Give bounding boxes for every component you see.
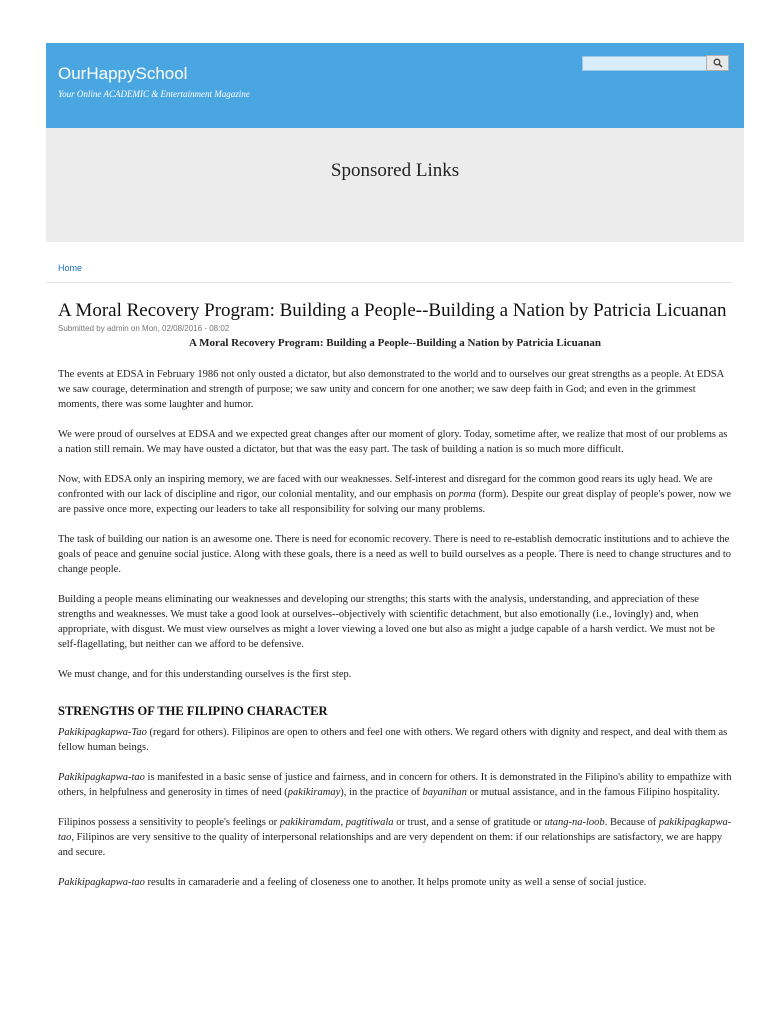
emphasis: Pakikipagkapwa-tao (58, 772, 145, 783)
paragraph: We must change, and for this understanding ourselves is the first step. (58, 669, 352, 680)
paragraph (58, 815, 732, 860)
paragraph: We were proud of ourselves at EDSA and we expected great changes after our moment of glory. Today, sometime after, we realize that most of our problems as a nation still remain. We may have ousted a dictator, but that was the easy part. The task of building a nation is so much more difficult. (58, 429, 728, 455)
emphasis: utang-na-loob (544, 817, 605, 828)
emphasis: porma (448, 489, 476, 500)
emphasis: Pakikipagkapwa-tao (58, 877, 145, 888)
search-icon (713, 58, 723, 68)
text-span: ), in the practice of (340, 787, 423, 798)
search-button[interactable] (706, 55, 729, 71)
text-span: . Because of (604, 817, 659, 828)
sponsored-links-block (46, 128, 744, 242)
paragraph (58, 770, 732, 800)
emphasis: Pakikipagkapwa-Tao (58, 727, 147, 738)
article-heading: A Moral Recovery Program: Building a People--Building a Nation by Patricia Licuanan (189, 337, 601, 349)
paragraph: Building a people means eliminating our weaknesses and developing our strengths; this starts with the analysis, understanding, and appreciation of these strengths and weaknesses. We must take a good look at ourselves--objectively with scientific detachment, but also emotionally (i.e., lovingly) and, when appropriate, with disgust. We must view ourselves as might a lover viewing a loved one but also as might a judge capable of a harsh verdict. We must not be self-flagellating, but neither can we afford to be defensive. (58, 594, 715, 650)
text-span: (regard for others). Filipinos are open to others and feel one with others. We regard others with dignity and respect, and deal with them as fellow human beings. (58, 727, 728, 753)
text-span: (form). Despite our great display of people's power, now we are passive once more, expecting our leaders to take all responsibility for solving our many problems. (58, 489, 732, 515)
emphasis: pakikipagkapwa-tao (58, 817, 732, 843)
paragraph: The task of building our nation is an awesome one. There is need for economic recovery. There is need to re-establish democratic institutions and to achieve the goals of peace and genuine social justice. Along with these goals, there is a need as well to build ourselves as a people. There is need to change structures and to change people. (58, 534, 732, 575)
paragraph (58, 875, 732, 890)
text-span: , Filipinos are very sensitive to the quality of interpersonal relationships and are very dependent on them: if our relationships are satisfactory, we are happy and secure. (58, 832, 723, 858)
site-name-link[interactable]: OurHappySchool (58, 64, 188, 83)
article (46, 301, 744, 890)
sponsored-links-label: Sponsored Links (330, 160, 460, 181)
emphasis: pakikiramdam, pagtitiwala (279, 817, 394, 828)
submitted-info: Submitted by admin on Mon, 02/08/2016 - 08:02 (58, 324, 230, 333)
text-span: is manifested in a basic sense of justice and fairness, and in concern for others. It is demonstrated in the Filipino's ability to empathize with others, in helpfulness and generosity in times of need ( (58, 772, 732, 798)
text-span: Filipinos possess a sensitivity to people's feelings or (58, 817, 280, 828)
page-title: A Moral Recovery Program: Building a People--Building a Nation by Patricia Licuanan (58, 300, 727, 321)
emphasis: pakikiramay (287, 787, 341, 798)
text-span: results in camaraderie and a feeling of closeness one to another. It helps promote unity as well a sense of social justice. (144, 877, 647, 888)
emphasis: bayanihan (422, 787, 467, 798)
paragraph (58, 472, 732, 517)
paragraph: The events at EDSA in February 1986 not only ousted a dictator, but also demonstrated to the world and to ourselves our great strengths as a people. At EDSA we saw courage, determination and strength of purpose; we saw unity and concern for one another; we saw deep faith in God; and even in the grimmest moments, there was some laughter and humor. (58, 369, 724, 410)
site-header (46, 43, 744, 128)
section-heading: STRENGTHS OF THE FILIPINO CHARACTER (58, 704, 328, 718)
text-span: or mutual assistance, and in the famous Filipino hospitality. (466, 787, 720, 798)
page (46, 43, 744, 905)
text-span: Now, with EDSA only an inspiring memory, we are faced with our weaknesses. Self-interest and disregard for the common good rears its ugly head. We are confronted with our lack of discipline and rigor, our colonial mentality, and our emphasis on (58, 474, 713, 500)
breadcrumb-home-link[interactable]: Home (58, 263, 83, 273)
paragraph (58, 725, 732, 755)
site-slogan: Your Online ACADEMIC & Entertainment Magazine (58, 89, 250, 99)
text-span: or trust, and a sense of gratitude or (393, 817, 545, 828)
breadcrumb (46, 242, 732, 283)
